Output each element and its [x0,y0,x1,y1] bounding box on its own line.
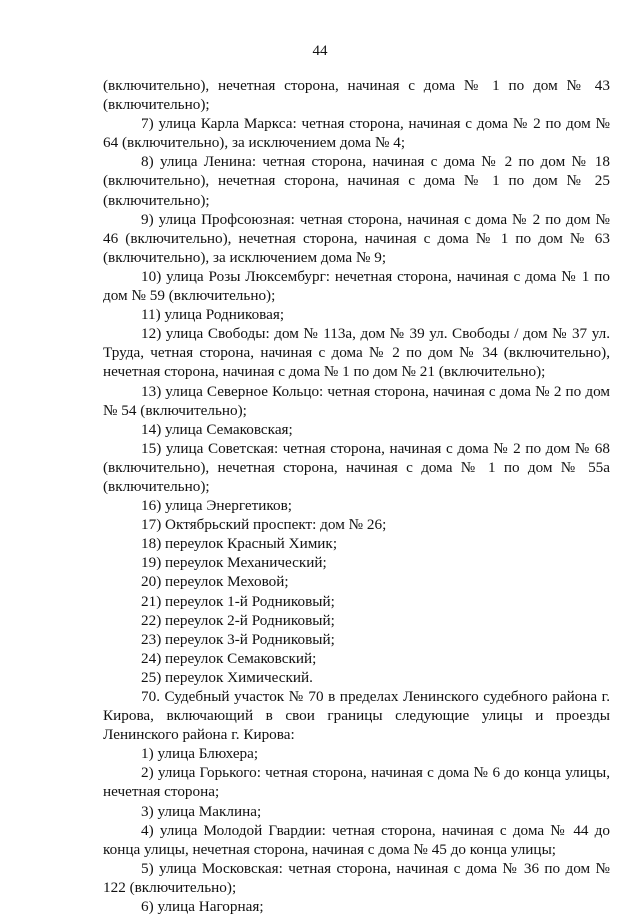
list-item: 24) переулок Семаковский; [141,649,317,667]
list-item: 16) улица Энергетиков; [141,497,292,515]
list-item: 23) переулок 3-й Родниковый; [141,630,335,648]
list-item: 7) улица Карла Маркса: четная сторона, начиная с дома № 2 по дом № 64 (включительно), за исключением дома № 4; [103,115,610,152]
list-item: 12) улица Свободы: дом № 113а, дом № 39 ул. Свободы / дом № 37 ул. Труда, четная сторона, начиная с дома № 2 по дом № 34 (включительно), нечетная сторона, начиная с дома № 1 по дом № 21 (включительно); [103,325,610,381]
list-item: 1) улица Блюхера; [141,745,259,763]
list-item: 10) улица Розы Люксембург: нечетная сторона, начиная с дома № 1 по дом № 59 (включительно); [103,267,610,305]
document-body [103,76,610,916]
page-number: 44 [312,43,328,59]
list-item: 13) улица Северное Кольцо: четная сторона, начиная с дома № 2 по дом № 54 (включительно); [103,382,610,419]
list-item: 15) улица Советская: четная сторона, начиная с дома № 2 по дом № 68 (включительно), нечетная сторона, начиная с дома № 1 по дом № 55а (включительно); [103,439,610,495]
list-item: 8) улица Ленина: четная сторона, начиная с дома № 2 по дом № 18 (включительно), нечетная сторона, начиная с дома № 1 по дом № 25 (включительно); [103,153,610,209]
list-item: 2) улица Горького: четная сторона, начиная с дома № 6 до конца улицы, нечетная сторона; [103,764,610,801]
list-item: 22) переулок 2-й Родниковый; [141,611,335,629]
list-item: 11) улица Родниковая; [141,306,285,324]
section-heading-paragraph: 70. Судебный участок № 70 в пределах Ленинского судебного района г. Кирова, включающий в свои границы следующие улицы и проезды Ленинского района г. Кирова: [103,688,610,744]
list-item: 25) переулок Химический. [141,668,313,686]
list-item: 4) улица Молодой Гвардии: четная сторона, начиная с дома № 44 до конца улицы, нечетная сторона, начиная с дома № 45 до конца улицы; [103,821,610,858]
list-item: 6) улица Нагорная; [141,898,264,916]
list-item: 9) улица Профсоюзная: четная сторона, начиная с дома № 2 по дом № 46 (включительно), нечетная сторона, начиная с дома № 1 по дом № 63 (включительно), за исключением дома № 9; [103,210,610,266]
list-item: 20) переулок Меховой; [141,573,289,591]
paragraph: (включительно), нечетная сторона, начиная с дома № 1 по дом № 43 (включительно); [103,77,610,114]
list-item: 19) переулок Механический; [141,554,327,572]
list-item: 21) переулок 1-й Родниковый; [141,592,335,610]
list-item: 17) Октябрьский проспект: дом № 26; [141,516,387,534]
list-item: 5) улица Московская: четная сторона, начиная с дома № 36 по дом № 122 (включительно); [103,859,610,896]
list-item: 18) переулок Красный Химик; [141,535,338,553]
list-item: 14) улица Семаковская; [141,420,293,438]
list-item: 3) улица Маклина; [141,802,262,820]
